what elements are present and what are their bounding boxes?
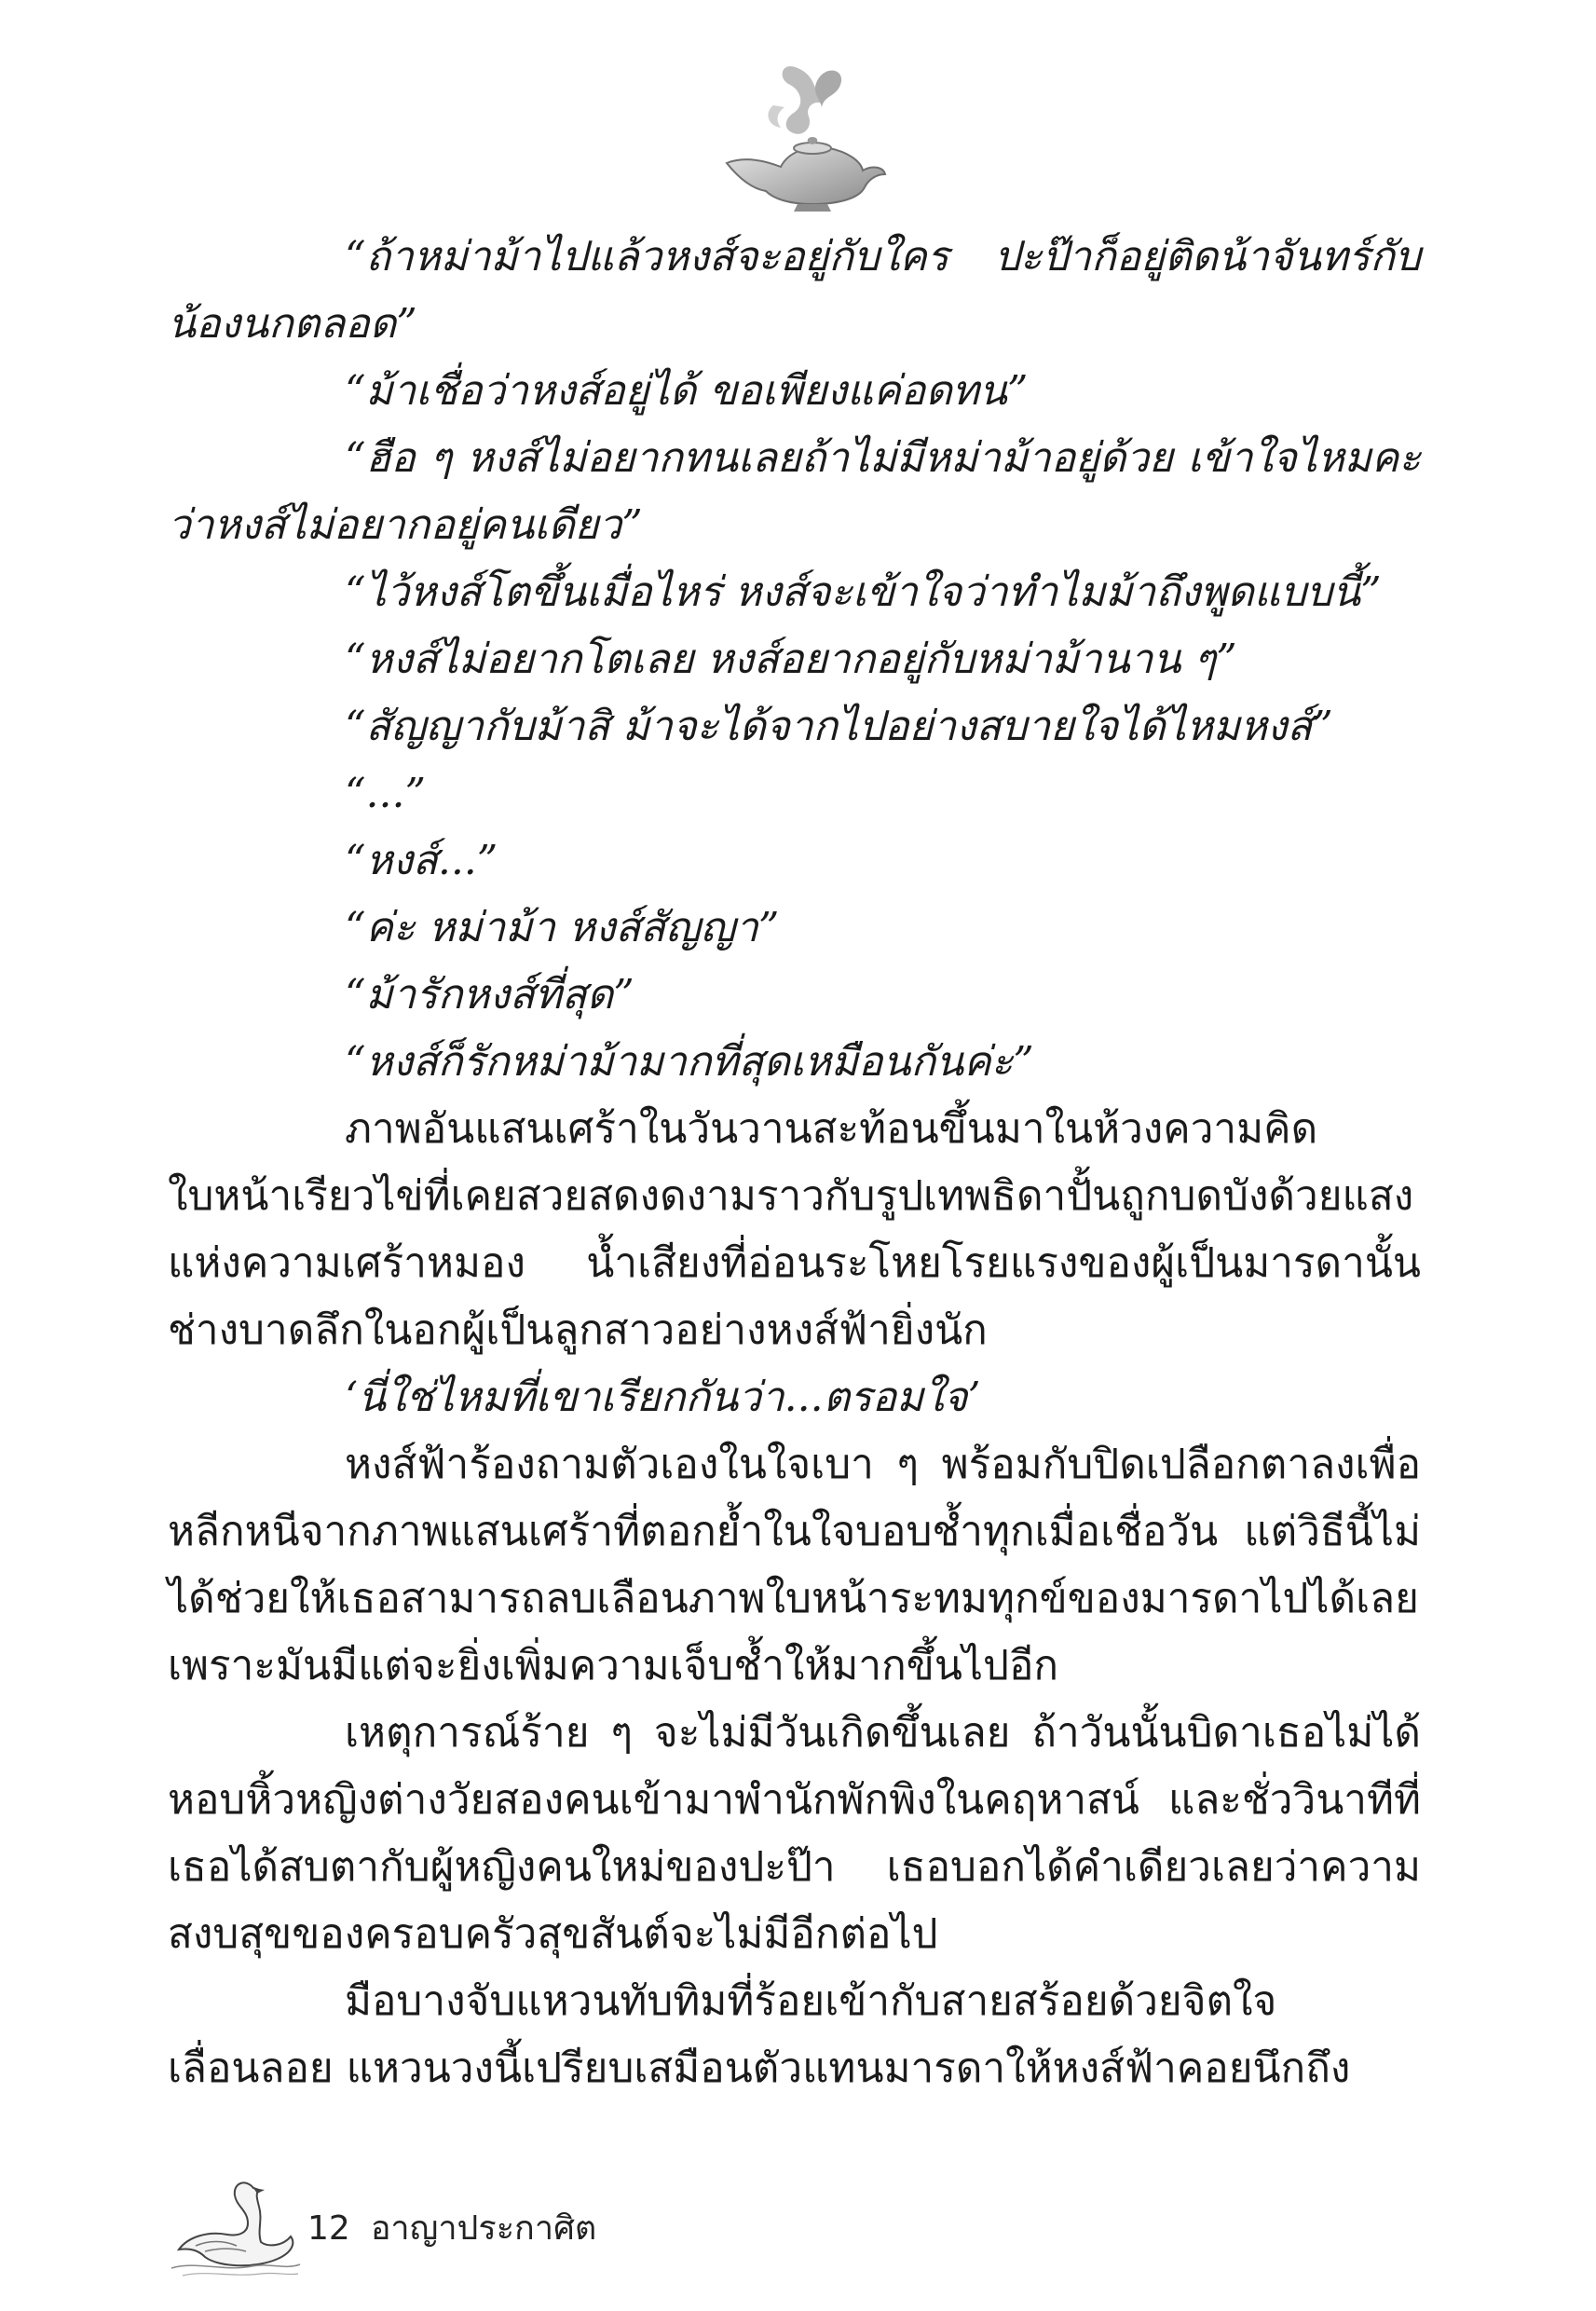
dialogue-paragraph: “ม้ารักหงส์ที่สุด”	[345, 971, 634, 1019]
genie-lamp-ornament-icon	[708, 51, 894, 214]
narrative-paragraph: มือบางจับแหวนทับทิมที่ร้อยเข้ากับสายสร้อยด้วยจิตใจเลื่อนลอย แหวนวงนี้เปรียบเสมือนตัวแทนมารดาให้หงส์ฟ้าคอยนึกถึง	[168, 1977, 1351, 2092]
narrative-paragraph: หงส์ฟ้าร้องถามตัวเองในใจเบา ๆ พร้อมกับปิดเปลือกตาลงเพื่อหลีกหนีจากภาพแสนเศร้าที่ตอกย้ำในใจบอบช้ำทุกเมื่อเชื่อวัน แต่วิธีนี้ไม่ได้ช่วยให้เธอสามารถลบเลือนภาพใบหน้าระทมทุกข์ของมารดาไปได้เลย เพราะมันมีแต่จะยิ่งเพิ่มความเจ็บช้ำให้มากขึ้นไปอีก	[168, 1441, 1421, 1689]
narrative-paragraph: ภาพอันแสนเศร้าในวันวานสะท้อนขึ้นมาในห้วงความคิด ใบหน้าเรียวไข่ที่เคยสวยสดงดงามราวกับรูปเทพธิดาปั้นถูกบดบังด้วยแสงแห่งความเศร้าหมอง น้ำเสียงที่อ่อนระโหยโรยแรงของผู้เป็นมารดานั้น ช่างบาดลึกในอกผู้เป็นลูกสาวอย่างหงส์ฟ้ายิ่งนัก	[168, 1105, 1421, 1354]
book-title: อาญาประกาศิต	[370, 2209, 597, 2248]
body-text	[168, 224, 1421, 2102]
dialogue-paragraph: “...”	[345, 770, 426, 817]
narrative-paragraph: เหตุการณ์ร้าย ๆ จะไม่มีวันเกิดขึ้นเลย ถ้าวันนั้นบิดาเธอไม่ได้หอบหิ้วหญิงต่างวัยสองคนเข้ามาพำนักพักพิงในคฤหาสน์ และชั่ววินาทีที่เธอได้สบตากับผู้หญิงคนใหม่ของปะป๊า เธอบอกได้คำเดียวเลยว่าความสงบสุขของครอบครัวสุขสันต์จะไม่มีอีกต่อไป	[168, 1709, 1421, 1958]
dialogue-paragraph: “ค่ะ หม่าม้า หงส์สัญญา”	[345, 904, 780, 951]
swan-ornament-icon	[168, 2171, 303, 2278]
dialogue-paragraph: “ม้าเชื่อว่าหงส์อยู่ได้ ขอเพียงแค่อดทน”	[345, 367, 1029, 415]
dialogue-paragraph: “ฮือ ๆ หงส์ไม่อยากทนเลยถ้าไม่มีหม่าม้าอยู่ด้วย เข้าใจไหมคะว่าหงส์ไม่อยากอยู่คนเดียว”	[168, 434, 1421, 549]
dialogue-paragraph: “หงส์...”	[345, 837, 498, 884]
page-number: 12	[307, 2209, 350, 2248]
dialogue-paragraph: “หงส์ก็รักหม่าม้ามากที่สุดเหมือนกันค่ะ”	[345, 1038, 1034, 1086]
dialogue-paragraph: “หงส์ไม่อยากโตเลย หงส์อยากอยู่กับหม่าม้านาน ๆ”	[345, 636, 1237, 683]
page-footer	[168, 2171, 913, 2283]
dialogue-paragraph: “ถ้าหม่าม้าไปแล้วหงส์จะอยู่กับใคร ปะป๊าก็อยู่ติดน้าจันทร์กับน้องนกตลอด”	[168, 233, 1421, 348]
dialogue-paragraph: ‘นี่ใช่ไหมที่เขาเรียกกันว่า...ตรอมใจ’	[345, 1374, 981, 1421]
dialogue-paragraph: “สัญญากับม้าสิ ม้าจะได้จากไปอย่างสบายใจได้ไหมหงส์”	[345, 703, 1333, 750]
dialogue-paragraph: “ไว้หงส์โตขึ้นเมื่อไหร่ หงส์จะเข้าใจว่าทำไมม้าถึงพูดแบบนี้”	[345, 568, 1382, 616]
